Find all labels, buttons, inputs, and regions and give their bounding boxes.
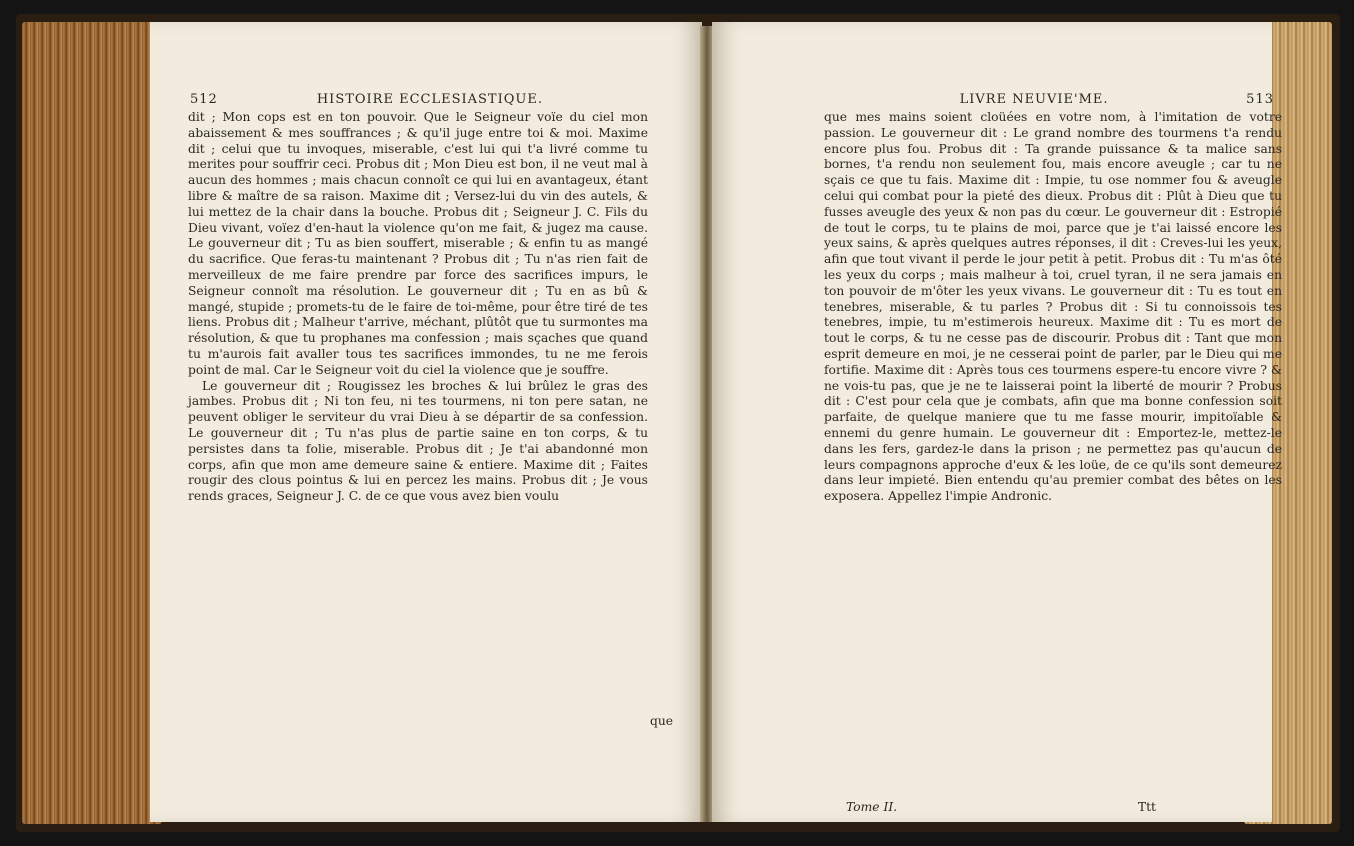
right-page-footer [846, 800, 1156, 816]
left-paragraph-1: dit ; Mon cops est en ton pouvoir. Que le Seigneur voïe du ciel mon abaissement & mes souffrances ; & qu'il juge entre toi & moi. Maxime dit ; celui que tu invoques, miserable, c'est lui qui t'a livré comme tu merites pour souffrir ceci. Probus dit ; Mon Dieu est bon, il ne veut mal à aucun des hommes ; mais chacun connoît ce qui lui en avantageux, étant libre & maître de sa raison. Maxime dit ; Versez-lui du vin des autels, & lui mettez de la chair dans la bouche. Probus dit ; Seigneur J. C. Fils du Dieu vivant, voïez d'en-haut la violence qu'on me fait, & jugez ma cause. Le gouverneur dit ; Tu as bien souffert, miserable ; & enfin tu as mangé du sacrifice. Que feras-tu maintenant ? Probus dit ; Tu n'as rien fait de merveilleux de me faire prendre par force des sacrifices impurs, le Seigneur connoît ma résolution. Le gouverneur dit ; Tu en as bû & mangé, stupide ; promets-tu de le faire de toi-même, pour être tiré de tes liens. Probus dit ; Malheur t'arrive, méchant, plûtôt que tu surmontes ma résolution, & que tu prophanes ma confession ; mais sçaches que quand tu m'aurois fait avaller tous tes sacrifices immondes, tu ne me ferois point de mal. Car le Seigneur voit du ciel la violence que je souffre. [188, 110, 648, 377]
left-page-edges [22, 22, 162, 824]
right-running-head [822, 92, 1274, 108]
left-paragraph-2: Le gouverneur dit ; Rougissez les broches & lui brûlez le gras des jambes. Probus dit ; Ni ton feu, ni tes tourmens, ni ton pere satan, ne peuvent obliger le serviteur du vrai Dieu à se départir de sa confession. Le gouverneur dit ; Tu n'as plus de partie saine en ton corps, & tu persistes dans ta folie, miserable. Probus dit ; Je t'ai abandonné mon corps, afin que mon ame demeure saine & entiere. Maxime dit ; Faites rougir des clous pointus & lui en percez les mains. Probus dit ; Je vous rends graces, Seigneur J. C. de ce que vous avez bien voulu [188, 378, 648, 504]
left-running-head [190, 92, 642, 108]
right-page-number: 513 [1246, 92, 1274, 107]
left-running-title: HISTOIRE ECCLESIASTIQUE. [316, 92, 543, 107]
tome-label: Tome II. [846, 800, 898, 814]
right-paragraph-1: que mes mains soient cloüées en votre nom, à l'imitation de votre passion. Le gouverneur dit : Le grand nombre des tourmens t'a rendu encore plus fou. Probus dit : Ta grande puissance & ta malice sans bornes, t'a rendu non seulement fou, mais encore aveugle ; car tu ne sçais ce que tu fais. Maxime dit : Impie, tu ose nommer fou & aveugle celui qui combat pour la pieté des dieux. Probus dit : Plût à Dieu que tu fusses aveugle des yeux & non pas du cœur. Le gouverneur dit : Estropié de tout le corps, tu te plains de moi, parce que je t'ai laissé encore les yeux sains, & après quelques autres réponses, il dit : Creves-lui les yeux, afin que tout vivant il perde le jour petit à petit. Probus dit : Tu m'as ôté les yeux du corps ; mais malheur à toi, cruel tyran, il ne sera jamais en ton pouvoir de m'ôter les yeux vivans. Le gouverneur dit : Tu es tout en tenebres, miserable, & tu parles ? Probus dit : Si tu connoissois tes tenebres, impie, tu m'estimerois heureux. Maxime dit : Tu es mort de tout le corps, & tu ne cesse pas de discourir. Probus dit : Tant que mon esprit demeure en moi, je ne cesserai point de parler, par le Dieu qui me fortifie. Maxime dit : Après tous ces tourmens espere-tu encore vivre ? & ne vois-tu pas, que je ne te laisserai point la liberté de mourir ? Probus dit : C'est pour cela que je combats, afin que ma bonne confession soit parfaite, de quelque maniere que tu me fasse mourir, impitoïable & ennemi du genre humain. Le gouverneur dit : Emportez-le, mettez-le dans les fers, gardez-le dans la prison ; ne permettez pas qu'aucun de leurs compagnons approche d'eux & les loüe, de ce qu'ils sont demeurez dans leur impieté. Bien entendu qu'au premier combat des bêtes on les exposera. Appellez l'impie Andronic. [824, 110, 1282, 504]
right-page [712, 22, 1282, 822]
right-running-title: LIVRE NEUVIE'ME. [959, 92, 1109, 107]
left-catchword: que [650, 714, 674, 728]
left-page-number: 512 [190, 92, 218, 107]
signature-mark: Ttt [1137, 800, 1156, 814]
right-page-text [824, 110, 1282, 814]
left-page-text [188, 110, 648, 505]
left-page [150, 22, 702, 822]
